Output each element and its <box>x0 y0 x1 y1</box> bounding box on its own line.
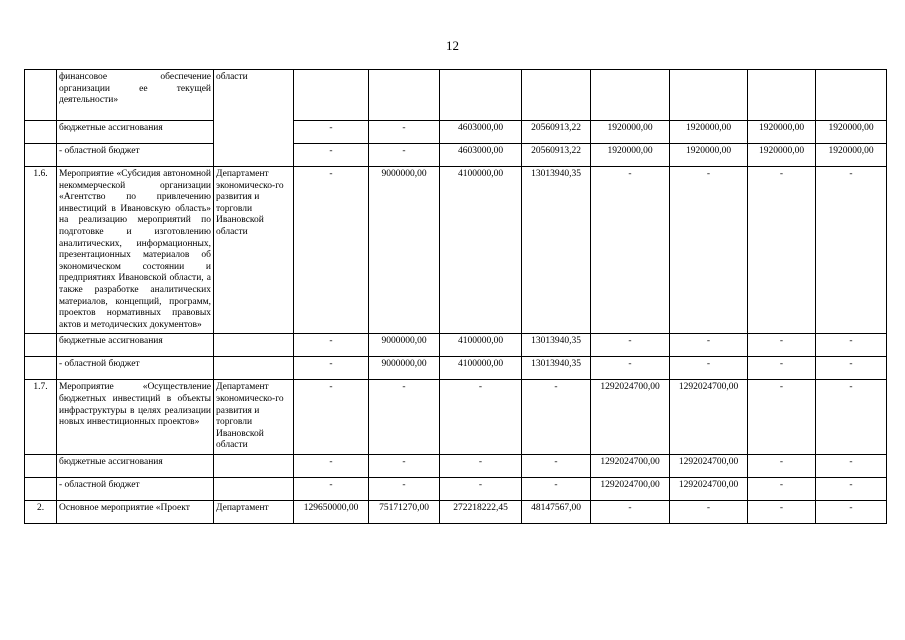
value-cell: - <box>591 167 670 334</box>
row-number: 2. <box>25 500 57 523</box>
responsible-executor <box>214 334 294 357</box>
responsible-executor: Департамент экономическо-го развития и торговли Ивановской области <box>214 167 294 334</box>
responsible-executor: Департамент экономическо-го развития и торговли Ивановской области <box>214 380 294 455</box>
value-cell: 1920000,00 <box>670 121 748 144</box>
table-row <box>25 334 887 357</box>
value-cell: 9000000,00 <box>369 357 440 380</box>
value-cell: - <box>816 334 887 357</box>
activity-name: бюджетные ассигнования <box>57 121 214 144</box>
value-cell: - <box>748 477 816 500</box>
value-cell: - <box>591 500 670 523</box>
value-cell: 48147567,00 <box>522 500 591 523</box>
row-number <box>25 357 57 380</box>
value-cell <box>522 70 591 121</box>
activity-name: Мероприятие «Субсидия автономной некоммерческой организации «Агентство по привлечению инвестиций в Ивановскую область» на реализацию мероприятий по подготовке и изготовлению аналитических, информационных, презентационных материалов об экономическом состоянии и предприятиях Ивановской области, а также разработке аналитических материалов, концепций, программ, проектов нормативных правовых актов и методических документов» <box>57 167 214 334</box>
value-cell: 1920000,00 <box>670 144 748 167</box>
value-cell: - <box>748 167 816 334</box>
value-cell: 20560913,22 <box>522 144 591 167</box>
value-cell: - <box>816 477 887 500</box>
value-cell: - <box>670 357 748 380</box>
row-number <box>25 70 57 121</box>
row-number: 1.7. <box>25 380 57 455</box>
value-cell: 1920000,00 <box>816 121 887 144</box>
row-number: 1.6. <box>25 167 57 334</box>
value-cell: - <box>748 500 816 523</box>
value-cell: 13013940,35 <box>522 167 591 334</box>
table-row <box>25 70 887 121</box>
activity-name: бюджетные ассигнования <box>57 334 214 357</box>
value-cell: - <box>522 454 591 477</box>
value-cell: - <box>670 500 748 523</box>
value-cell: - <box>816 454 887 477</box>
value-cell: 9000000,00 <box>369 167 440 334</box>
table-row <box>25 454 887 477</box>
responsible-executor <box>214 357 294 380</box>
value-cell: - <box>670 167 748 334</box>
value-cell <box>369 70 440 121</box>
value-cell: 1920000,00 <box>816 144 887 167</box>
value-cell: 13013940,35 <box>522 334 591 357</box>
activity-name: финансовое обеспечение организации ее текущей деятельности» <box>57 70 214 121</box>
value-cell: - <box>440 454 522 477</box>
value-cell: - <box>748 380 816 455</box>
activity-name: Основное мероприятие «Проект <box>57 500 214 523</box>
value-cell: - <box>440 380 522 455</box>
value-cell <box>748 70 816 121</box>
value-cell: 1292024700,00 <box>591 380 670 455</box>
value-cell: - <box>294 121 369 144</box>
responsible-executor: Департамент <box>214 500 294 523</box>
value-cell: 4603000,00 <box>440 144 522 167</box>
table-row <box>25 167 887 334</box>
activity-name: Мероприятие «Осуществление бюджетных инвестиций в объекты инфраструктуры в целях реализации новых инвестиционных проектов» <box>57 380 214 455</box>
value-cell: - <box>670 334 748 357</box>
value-cell: 1292024700,00 <box>591 477 670 500</box>
responsible-executor <box>214 477 294 500</box>
responsible-executor <box>214 454 294 477</box>
table-row <box>25 477 887 500</box>
table-row <box>25 121 887 144</box>
value-cell: 1292024700,00 <box>670 477 748 500</box>
value-cell: - <box>591 357 670 380</box>
value-cell: 4603000,00 <box>440 121 522 144</box>
page-number: 12 <box>446 38 459 53</box>
value-cell: - <box>294 454 369 477</box>
value-cell: - <box>294 477 369 500</box>
value-cell: - <box>294 380 369 455</box>
value-cell <box>294 70 369 121</box>
table-row <box>25 500 887 523</box>
value-cell: 1292024700,00 <box>670 454 748 477</box>
activity-name: - областной бюджет <box>57 144 214 167</box>
value-cell: - <box>369 454 440 477</box>
value-cell: - <box>748 357 816 380</box>
value-cell <box>670 70 748 121</box>
responsible-executor: области <box>214 70 294 167</box>
value-cell: - <box>816 357 887 380</box>
value-cell: - <box>522 380 591 455</box>
activity-name: бюджетные ассигнования <box>57 454 214 477</box>
value-cell: 272218222,45 <box>440 500 522 523</box>
value-cell: 4100000,00 <box>440 167 522 334</box>
value-cell: 75171270,00 <box>369 500 440 523</box>
row-number <box>25 144 57 167</box>
row-number <box>25 454 57 477</box>
value-cell: 1920000,00 <box>748 121 816 144</box>
value-cell <box>591 70 670 121</box>
value-cell <box>816 70 887 121</box>
value-cell: 13013940,35 <box>522 357 591 380</box>
value-cell: - <box>816 500 887 523</box>
value-cell: 9000000,00 <box>369 334 440 357</box>
value-cell: 129650000,00 <box>294 500 369 523</box>
value-cell: 1920000,00 <box>591 121 670 144</box>
value-cell: 1292024700,00 <box>591 454 670 477</box>
value-cell <box>440 70 522 121</box>
value-cell: - <box>294 144 369 167</box>
value-cell: - <box>522 477 591 500</box>
value-cell: - <box>369 121 440 144</box>
table-row <box>25 380 887 455</box>
activity-name: - областной бюджет <box>57 477 214 500</box>
row-number <box>25 121 57 144</box>
table-row <box>25 144 887 167</box>
value-cell: 20560913,22 <box>522 121 591 144</box>
value-cell: - <box>294 357 369 380</box>
value-cell: - <box>816 167 887 334</box>
value-cell: 1920000,00 <box>748 144 816 167</box>
value-cell: - <box>369 144 440 167</box>
value-cell: - <box>816 380 887 455</box>
budget-table <box>24 69 887 524</box>
value-cell: 1292024700,00 <box>670 380 748 455</box>
value-cell: 4100000,00 <box>440 357 522 380</box>
value-cell: - <box>748 454 816 477</box>
row-number <box>25 334 57 357</box>
table-row <box>25 357 887 380</box>
value-cell: 1920000,00 <box>591 144 670 167</box>
value-cell: - <box>369 477 440 500</box>
value-cell: - <box>591 334 670 357</box>
value-cell: - <box>294 334 369 357</box>
value-cell: 4100000,00 <box>440 334 522 357</box>
row-number <box>25 477 57 500</box>
activity-name: - областной бюджет <box>57 357 214 380</box>
value-cell: - <box>369 380 440 455</box>
value-cell: - <box>748 334 816 357</box>
value-cell: - <box>440 477 522 500</box>
value-cell: - <box>294 167 369 334</box>
